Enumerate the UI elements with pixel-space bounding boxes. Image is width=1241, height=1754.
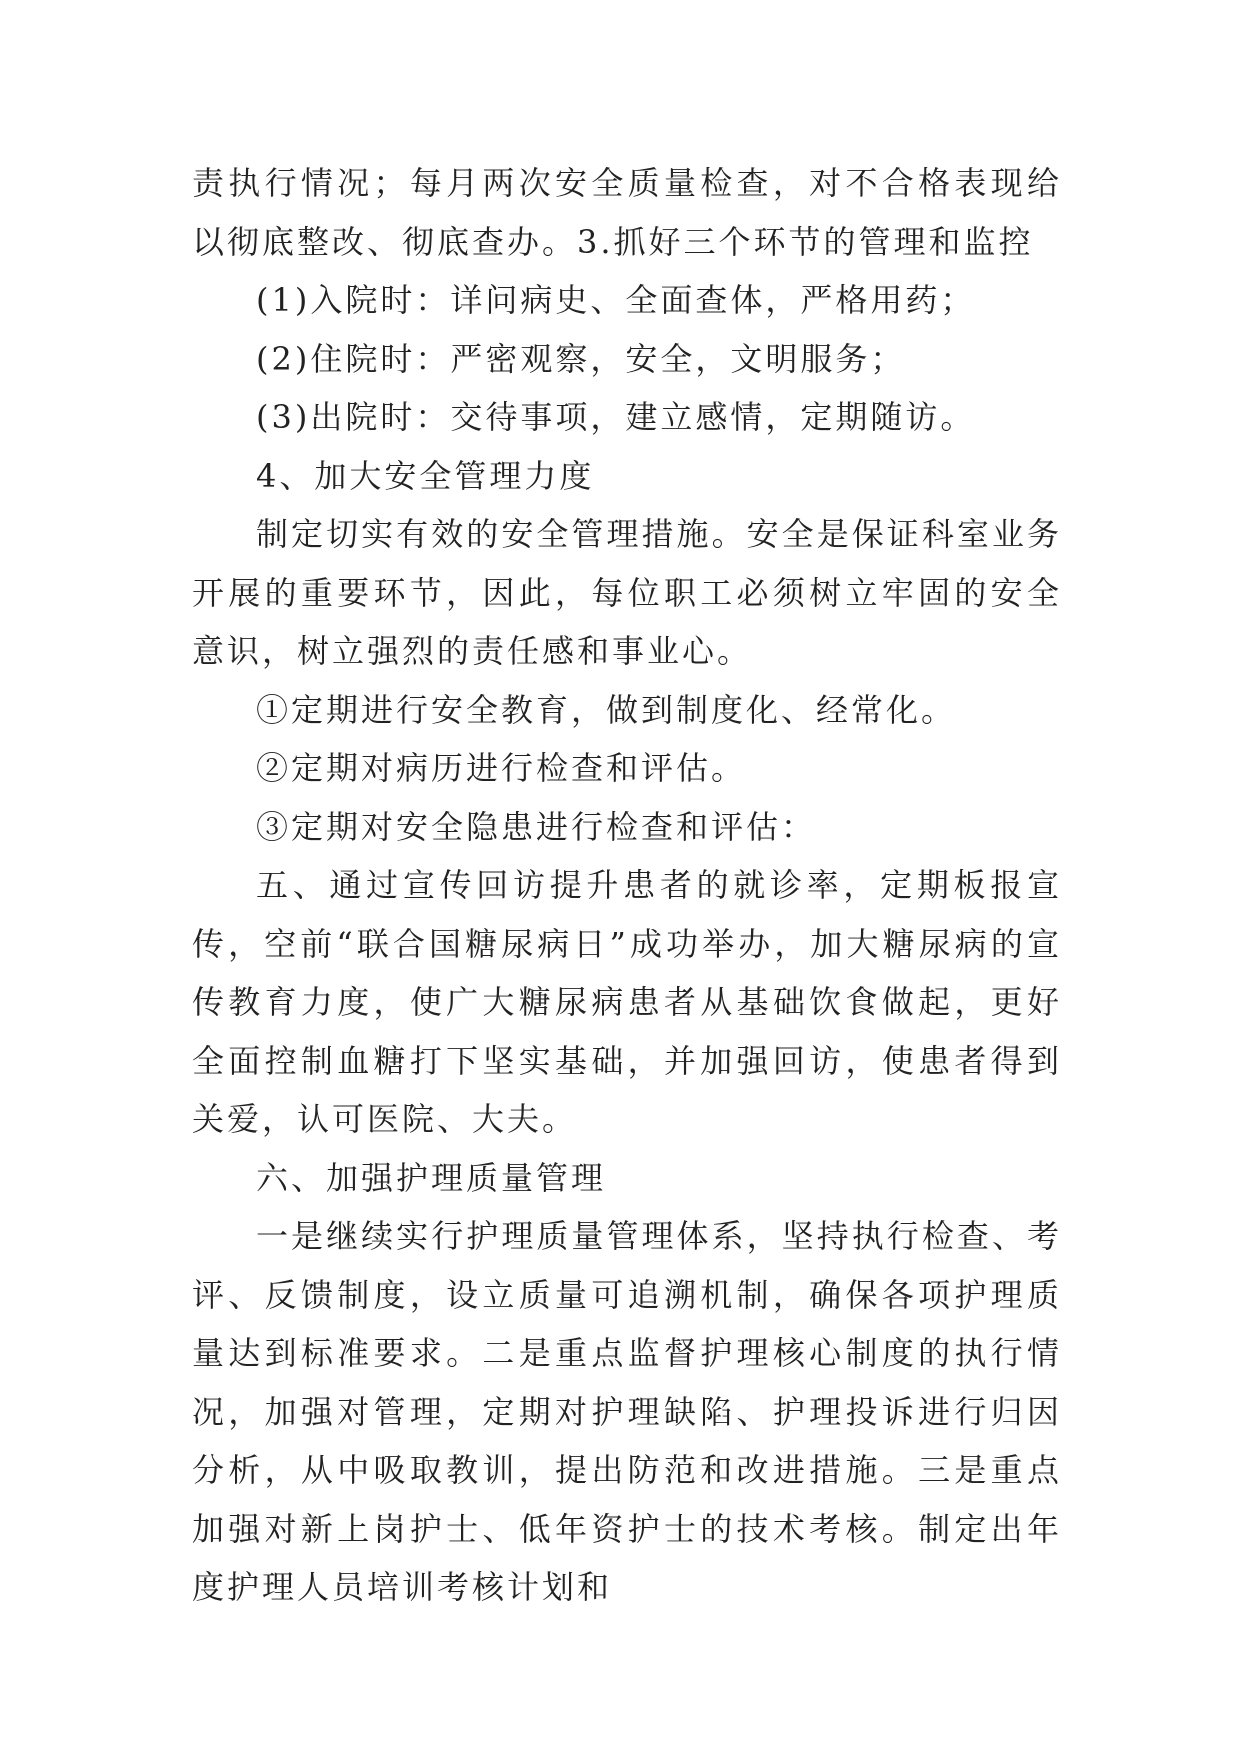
list-item-record-review: ②定期对病历进行检查和评估。 — [256, 749, 747, 787]
document-body — [192, 154, 1062, 1617]
paragraph-continuation: 责执行情况；每月两次安全质量检查，对不合格表现给以彻底整改、彻底查办。3.抓好三个环节的管理和监控 — [192, 164, 1062, 261]
paragraph-discharge: (3)出院时：交待事项，建立感情，定期随访。 — [256, 398, 976, 436]
paragraph-hospitalization: (2)住院时：严密观察，安全，文明服务； — [256, 339, 906, 378]
paragraph-publicity: 五、通过宣传回访提升患者的就诊率，定期板报宣传，空前“联合国糖尿病日”成功举办，加大糖尿病的宣传教育力度，使广大糖尿病患者从基础饮食做起，更好全面控制血糖打下坚实基础，并加强回访，使患者得到关爱，认可医院、大夫。 — [192, 866, 1062, 1138]
paragraph-admission: (1)入院时：详问病史、全面查体，严格用药； — [256, 281, 976, 319]
list-item-safety-education: ①定期进行安全教育，做到制度化、经常化。 — [256, 690, 957, 729]
paragraph-nursing-quality: 一是继续实行护理质量管理体系，坚持执行检查、考评、反馈制度，设立质量可追溯机制，确保各项护理质量达到标准要求。二是重点监督护理核心制度的执行情况，加强对管理，定期对护理缺陷、护理投诉进行归因分析，从中吸取教训，提出防范和改进措施。三是重点加强对新上岗护士、低年资护士的技术考核。制定出年度护理人员培训考核计划和 — [192, 1217, 1062, 1606]
list-item-hazard-review: ③定期对安全隐患进行检查和评估： — [256, 807, 817, 846]
section-heading-nursing: 六、加强护理质量管理 — [256, 1158, 607, 1197]
paragraph-safety-measures: 制定切实有效的安全管理措施。安全是保证科室业务开展的重要环节，因此，每位职工必须树立牢固的安全意识，树立强烈的责任感和事业心。 — [192, 515, 1062, 670]
section-heading-safety: 4、加大安全管理力度 — [256, 456, 595, 495]
